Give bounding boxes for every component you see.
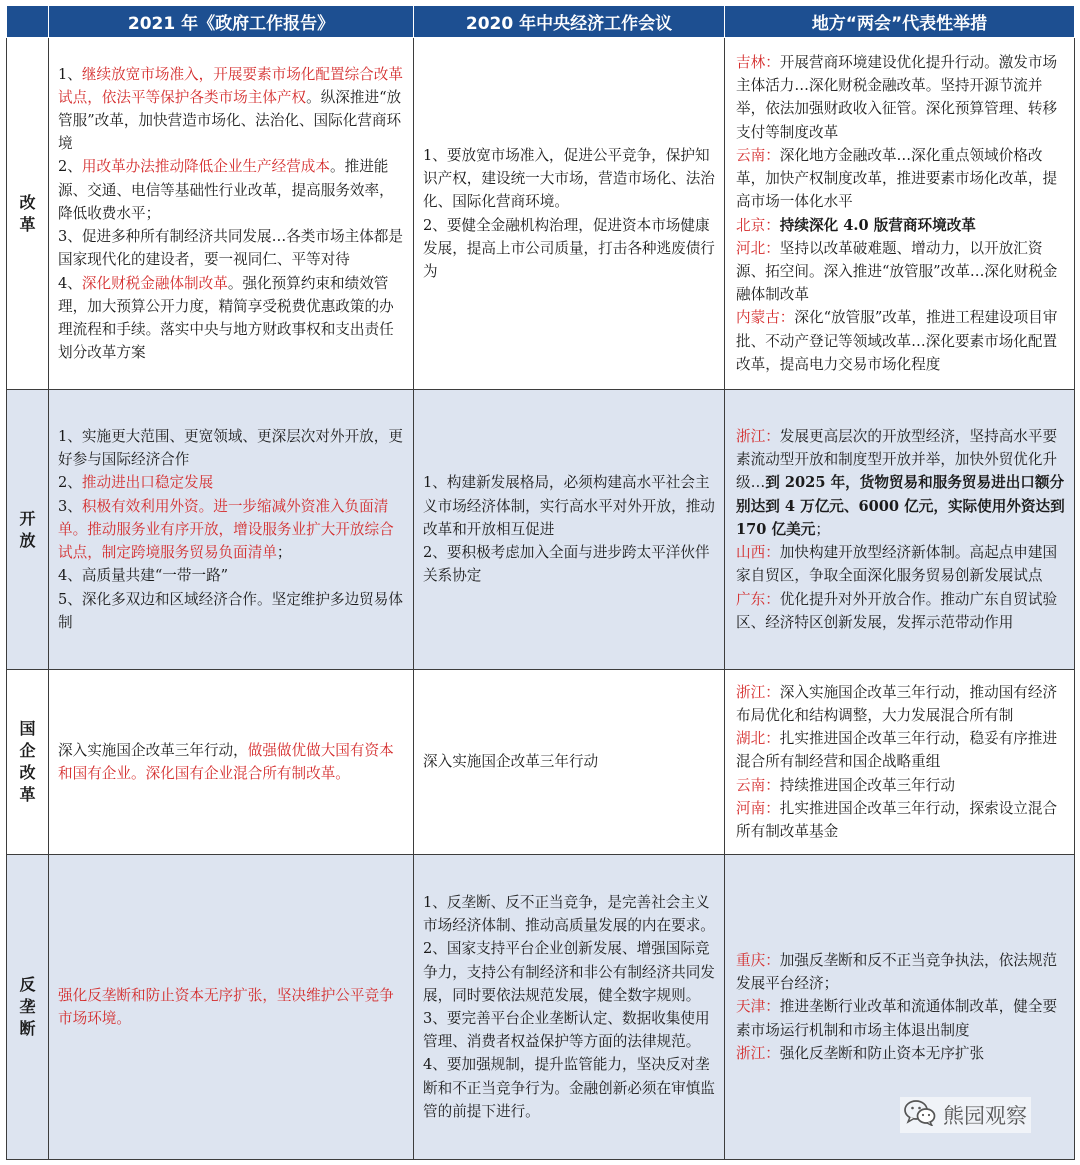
paragraph bbox=[736, 237, 1067, 307]
body-text: 1、反垄断、反不正当竞争，是完善社会主义市场经济体制、推动高质量发展的内在要求。 bbox=[423, 893, 715, 935]
highlight-text: 广东： bbox=[736, 590, 780, 608]
body-text: 1、要放宽市场准入，促进公平竞争，保护知识产权，建设统一大市场，营造市场化、法治化、国际化营商环境。 bbox=[423, 146, 715, 211]
body-text: 2、要积极考虑加入全面与进步跨太平洋伙伴关系协定 bbox=[423, 544, 710, 585]
header-gov-report: 2021 年《政府工作报告》 bbox=[49, 6, 414, 38]
highlight-text: 湖北： bbox=[736, 730, 780, 748]
highlight-text: 深化财税金融体制改革 bbox=[81, 274, 228, 292]
watermark-text: 熊园观察 bbox=[943, 1104, 1027, 1128]
body-text: 扎实推进国企改革三年行动，稳妥有序推进混合所有制经营和国企战略重组 bbox=[736, 730, 1058, 771]
body-text: 。纵深推进“放管服”改革，加快营造市场化、法治化、国际化营商环境 bbox=[58, 88, 402, 153]
gov-report-cell bbox=[49, 38, 414, 390]
paragraph bbox=[736, 306, 1067, 376]
paragraph bbox=[58, 588, 406, 634]
header-cewc: 2020 年中央经济工作会议 bbox=[414, 6, 725, 38]
row-label bbox=[7, 670, 49, 855]
body-text: 2、 bbox=[58, 474, 82, 492]
paragraph bbox=[736, 774, 1067, 797]
row-label-text: 反 垄 断 bbox=[19, 975, 36, 1038]
body-text: 加强反垄断和反不正当竞争执法，依法规范发展平台经济； bbox=[736, 951, 1058, 993]
paragraph bbox=[423, 1007, 717, 1053]
body-text: 发展更高层次的开放型经济，坚持高水平要素流动型开放和制度型开放并举，加快外贸优化升级… bbox=[736, 428, 1058, 492]
wechat-icon bbox=[904, 1099, 936, 1131]
body-text: 推进垄断行业改革和流通体制改革，健全要素市场运行机制和市场主体退出制度 bbox=[736, 998, 1058, 1039]
body-text: ； bbox=[276, 544, 292, 562]
body-text: 。推进能源、交通、电信等基础性行业改革，提高服务效率，降低收费水平； bbox=[58, 158, 394, 222]
body-text: 优化提升对外开放合作。推动广东自贸试验区、经济特区创新发展，发挥示范带动作用 bbox=[736, 590, 1058, 631]
body-text: 扎实推进国企改革三年行动，探索设立混合所有制改革基金 bbox=[736, 799, 1058, 840]
row-label bbox=[7, 38, 49, 390]
body-text: 开展营商环境建设优化提升行动。激发市场主体活力…深化财税金融改革。坚持开源节流并举，依法加强财政收入征管。深化预算管理、转移支付等制度改革 bbox=[736, 54, 1058, 141]
highlight-text: 吉林： bbox=[736, 54, 780, 72]
paragraph bbox=[736, 541, 1067, 587]
highlight-text: 内蒙古： bbox=[736, 309, 795, 327]
paragraph bbox=[423, 144, 717, 214]
highlight-text: 河南： bbox=[736, 799, 780, 817]
highlight-text: 做强做优做大国有资本和国有企业。深化国有企业混合所有制改革。 bbox=[58, 741, 394, 782]
policy-comparison-table bbox=[6, 5, 1075, 1160]
body-text: 1、构建新发展格局，必须构建高水平社会主义市场经济体制，实行高水平对外开放，推动改革和开放相互促进 bbox=[423, 474, 715, 538]
row-label bbox=[7, 390, 49, 670]
body-text: 。强化预算约束和绩效管理，加大预算公开力度，精简享受税费优惠政策的办理流程和手续。落实中央与地方财政事权和支出责任划分改革方案 bbox=[58, 274, 394, 362]
gov-report-cell bbox=[49, 670, 414, 855]
row-label-text: 开 放 bbox=[19, 508, 36, 550]
body-text: ； bbox=[815, 520, 830, 538]
body-text: 持续推进国企改革三年行动 bbox=[779, 776, 955, 794]
body-text: 深入实施国企改革三年行动，推动国有经济布局优化和结构调整，大力发展混合所有制 bbox=[736, 683, 1058, 724]
cewc-cell bbox=[414, 390, 725, 670]
paragraph bbox=[58, 425, 406, 471]
highlight-text: 浙江： bbox=[736, 428, 780, 446]
body-text: 深化地方金融改革…深化重点领域价格改革，加快产权制度改革，推进要素市场化改革，提高市场一体化水平 bbox=[736, 146, 1058, 211]
header-row bbox=[7, 6, 1075, 38]
table-row bbox=[7, 670, 1075, 855]
body-text: 4、要加强规制，提升监管能力，坚决反对垄断和不正当竞争行为。金融创新必须在审慎监管的前提下进行。 bbox=[423, 1056, 715, 1120]
body-text: 3、促进多种所有制经济共同发展…各类市场主体都是国家现代化的建设者，要一视同仁、平等对待 bbox=[58, 228, 403, 269]
highlight-text: 云南： bbox=[736, 146, 780, 164]
paragraph bbox=[423, 750, 717, 773]
row-label bbox=[7, 855, 49, 1160]
row-label-text: 改 革 bbox=[19, 192, 36, 234]
body-text: 坚持以改革破难题、增动力，以开放汇资源、拓空间。深入推进“放管服”改革…深化财税金融体制改革 bbox=[736, 239, 1058, 304]
paragraph bbox=[58, 495, 406, 565]
paragraph bbox=[58, 984, 406, 1030]
paragraph bbox=[58, 63, 406, 156]
local-measures-cell bbox=[725, 390, 1075, 670]
body-text: 深入实施国企改革三年行动 bbox=[423, 753, 599, 771]
paragraph bbox=[423, 937, 717, 1007]
paragraph bbox=[736, 425, 1067, 541]
highlight-text: 山西： bbox=[736, 544, 780, 562]
highlight-text: 用改革办法推动降低企业生产经营成本 bbox=[81, 158, 330, 176]
header-local-measures: 地方“两会”代表性举措 bbox=[725, 6, 1075, 38]
body-text: 3、 bbox=[58, 497, 82, 515]
body-text: 深入实施国企改革三年行动， bbox=[58, 741, 248, 759]
highlight-text: 浙江： bbox=[736, 1044, 780, 1062]
table-row bbox=[7, 390, 1075, 670]
paragraph bbox=[736, 995, 1067, 1041]
paragraph bbox=[423, 541, 717, 587]
paragraph bbox=[423, 1053, 717, 1123]
paragraph bbox=[736, 681, 1067, 727]
paragraph bbox=[58, 471, 406, 494]
paragraph bbox=[423, 891, 717, 937]
body-text: 1、 bbox=[58, 65, 82, 83]
gov-report-cell bbox=[49, 855, 414, 1160]
body-text: 强化反垄断和防止资本无序扩张 bbox=[779, 1044, 985, 1062]
paragraph bbox=[736, 214, 1067, 237]
header-corner bbox=[7, 6, 49, 38]
paragraph bbox=[58, 155, 406, 225]
paragraph bbox=[736, 1042, 1067, 1065]
watermark bbox=[900, 1097, 1031, 1133]
gov-report-cell bbox=[49, 390, 414, 670]
highlight-text: 重庆： bbox=[736, 951, 780, 969]
highlight-text: 北京： bbox=[736, 216, 780, 234]
body-text: 2、 bbox=[58, 158, 82, 176]
paragraph bbox=[58, 225, 406, 271]
highlight-text: 河北： bbox=[736, 239, 780, 257]
paragraph bbox=[58, 564, 406, 587]
body-text: 2、国家支持平台企业创新发展、增强国际竞争力，支持公有制经济和非公有制经济共同发展，同时要依法规范发展，健全数字规则。 bbox=[423, 940, 715, 1004]
highlight-text: 推动进出口稳定发展 bbox=[81, 474, 214, 492]
body-text: 2、要健全金融机构治理，促进资本市场健康发展，提高上市公司质量，打击各种逃废债行为 bbox=[423, 216, 715, 280]
paragraph bbox=[58, 272, 406, 365]
table-row bbox=[7, 38, 1075, 390]
row-label-text: 国 企 改 革 bbox=[19, 719, 36, 804]
body-text: 1、实施更大范围、更宽领域、更深层次对外开放，更好参与国际经济合作 bbox=[58, 428, 403, 469]
highlight-text: 天津： bbox=[736, 998, 780, 1016]
paragraph bbox=[423, 214, 717, 284]
cewc-cell bbox=[414, 855, 725, 1160]
highlight-text: 强化反垄断和防止资本无序扩张，坚决维护公平竞争市场环境。 bbox=[58, 986, 394, 1027]
body-text: 加快构建开放型经济新体制。高起点申建国家自贸区，争取全面深化服务贸易创新发展试点 bbox=[736, 544, 1058, 585]
body-text: 到 2025 年，货物贸易和服务贸易进出口额分别达到 4 万亿元、6000 亿元，实际使用外资达到 170 亿美元 bbox=[736, 474, 1065, 538]
paragraph bbox=[58, 739, 406, 785]
cewc-cell bbox=[414, 38, 725, 390]
highlight-text: 云南： bbox=[736, 776, 780, 794]
cewc-cell bbox=[414, 670, 725, 855]
body-text: 5、深化多双边和区域经济合作。坚定维护多边贸易体制 bbox=[58, 590, 403, 631]
highlight-text: 继续放宽市场准入，开展要素市场化配置综合改革试点，依法平等保护各类市场主体产权 bbox=[58, 65, 403, 106]
paragraph bbox=[736, 949, 1067, 995]
highlight-text: 积极有效利用外资。进一步缩减外资准入负面清单。推动服务业有序开放，增设服务业扩大开放综合试点，制定跨境服务贸易负面清单 bbox=[58, 497, 394, 562]
highlight-text: 浙江： bbox=[736, 683, 780, 701]
paragraph bbox=[423, 471, 717, 541]
paragraph bbox=[736, 727, 1067, 773]
paragraph bbox=[736, 797, 1067, 843]
body-text: 4、 bbox=[58, 274, 82, 292]
body-text: 3、要完善平台企业垄断认定、数据收集使用管理、消费者权益保护等方面的法律规范。 bbox=[423, 1010, 710, 1051]
paragraph bbox=[736, 144, 1067, 214]
body-text: 持续深化 4.0 版营商环境改革 bbox=[779, 216, 976, 234]
paragraph bbox=[736, 51, 1067, 144]
body-text: 深化“放管服”改革，推进工程建设项目审批、不动产登记等领域改革…深化要素市场化配置改革，提高电力交易市场化程度 bbox=[736, 309, 1058, 373]
local-measures-cell bbox=[725, 670, 1075, 855]
local-measures-cell bbox=[725, 38, 1075, 390]
body-text: 4、高质量共建“一带一路” bbox=[58, 567, 229, 585]
paragraph bbox=[736, 588, 1067, 634]
